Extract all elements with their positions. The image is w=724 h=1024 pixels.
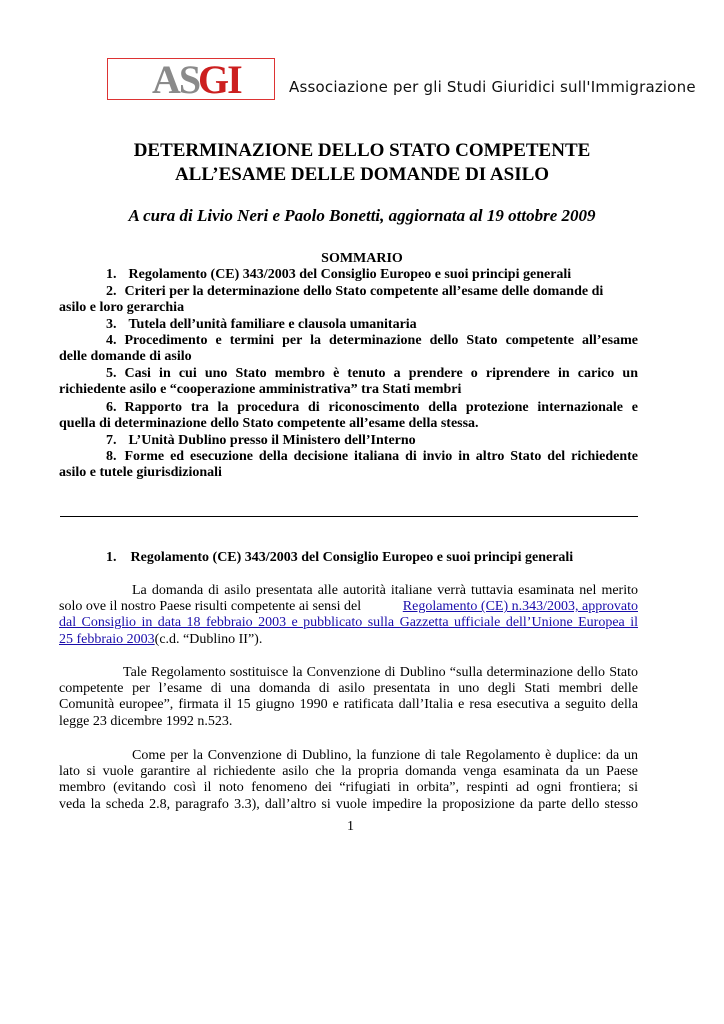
paragraph-line: La domanda di asilo presentata alle autorità italiane verrà tuttavia esaminata nel merito: [132, 583, 638, 598]
paragraph-1: [59, 583, 638, 648]
page-number: 1: [347, 819, 354, 834]
summary-item-6: [59, 400, 638, 433]
summary-item-3: [59, 317, 638, 333]
document-title-line-1: DETERMINAZIONE DELLO STATO COMPETENTE: [133, 140, 591, 161]
summary-item-8: [59, 449, 638, 482]
item-text-cont: delle domande di asilo: [59, 349, 192, 365]
paragraph-line: veda la scheda 2.8, paragrafo 3.3), dall’altro si vuole impedire la proposizione da parte dello stesso: [59, 796, 638, 812]
document-title-line-2: ALL’ESAME DELLE DOMANDE DI ASILO: [174, 164, 550, 185]
summary-item-4: [59, 333, 638, 366]
paragraph-line: solo ove il nostro Paese risulti competente ai sensi del: [59, 599, 362, 615]
item-text: Regolamento (CE) 343/2003 del Consiglio Europeo e suoi principi generali: [128, 267, 572, 282]
summary-item-7: [59, 433, 638, 449]
paragraph-line: lato si vuole garantire al richiedente asilo che la propria domanda venga esaminata da un Paese: [59, 764, 638, 780]
section-title: Regolamento (CE) 343/2003 del Consiglio Europeo e suoi principi generali: [130, 550, 574, 565]
regulation-link[interactable]: Regolamento (CE) n.343/2003, approvato: [402, 599, 638, 615]
section-heading: [106, 550, 573, 566]
item-text-cont: quella di determinazione dello Stato competente all’esame della stessa.: [59, 416, 479, 432]
logo-accent: [198, 56, 241, 104]
summary-item-2: [59, 284, 638, 317]
summary-item-5: [59, 366, 638, 399]
paragraph-3: [59, 748, 638, 813]
summary-title: SOMMARIO: [321, 251, 403, 266]
item-number: 4.: [106, 333, 117, 348]
item-text: Casi in cui uno Stato membro è tenuto a prendere o riprendere in carico un: [124, 366, 638, 381]
logo-text-as: AS: [152, 57, 200, 102]
item-number: 3.: [106, 317, 117, 332]
item-number: 7.: [106, 433, 117, 448]
organization-name: Associazione per gli Studi Giuridici sull'Immigrazione: [289, 78, 696, 96]
item-text-cont: richiedente asilo e “cooperazione amministrativa” tra Stati membri: [59, 382, 462, 398]
item-number: 6.: [106, 400, 117, 415]
paragraph-line: competente per l’esame di una domanda di asilo presentata in uno degli Stati membri delle: [59, 681, 638, 697]
item-number: 1.: [106, 267, 117, 282]
item-text: Rapporto tra la procedura di riconoscimento della protezione internazionale e: [124, 400, 638, 415]
paragraph-line: legge 23 dicembre 1992 n.523.: [59, 713, 233, 729]
paragraph-line: Come per la Convenzione di Dublino, la funzione di tale Regolamento è duplice: da un: [132, 748, 638, 763]
item-number: 5.: [106, 366, 117, 381]
section-divider: [60, 516, 638, 517]
item-number: 8.: [106, 449, 117, 464]
paragraph-line: (c.d. “Dublino II”).: [154, 631, 263, 647]
logo-text-gi: GI: [198, 57, 241, 102]
regulation-link-cont[interactable]: dal Consiglio in data 18 febbraio 2003 e pubblicato sulla Gazzetta ufficiale dell’Unione Europea il: [59, 615, 638, 631]
item-text: L’Unità Dublino presso il Ministero dell’Interno: [128, 433, 416, 448]
logo: [152, 56, 199, 104]
item-text: Tutela dell’unità familiare e clausola umanitaria: [128, 317, 417, 332]
item-text-cont: asilo e tutele giurisdizionali: [59, 465, 222, 481]
authors-line: A cura di Livio Neri e Paolo Bonetti, aggiornata al 19 ottobre 2009: [128, 206, 596, 225]
paragraph-line: Tale Regolamento sostituisce la Convenzione di Dublino “sulla determinazione dello Stato: [123, 665, 638, 680]
item-text-cont: asilo e loro gerarchia: [59, 300, 185, 316]
section-number: 1.: [106, 550, 117, 565]
item-text: Procedimento e termini per la determinazione dello Stato competente all’esame: [124, 333, 638, 348]
item-text: Criteri per la determinazione dello Stato competente all’esame delle domande di: [124, 284, 604, 299]
item-number: 2.: [106, 284, 117, 299]
paragraph-line: membro (evitando così il noto fenomeno dei “rifugiati in orbita”, respinti ad ogni frontiera; si: [59, 780, 638, 796]
regulation-link-date[interactable]: 25 febbraio 2003: [59, 631, 155, 647]
summary-item-1: [59, 267, 638, 283]
paragraph-2: [59, 665, 638, 730]
item-text: Forme ed esecuzione della decisione italiana di invio in altro Stato del richiedente: [124, 449, 638, 464]
paragraph-line: Comunità europee”, firmata il 15 giugno 1990 e ratificata dall’Italia e resa esecutiva a seguito della: [59, 697, 638, 713]
